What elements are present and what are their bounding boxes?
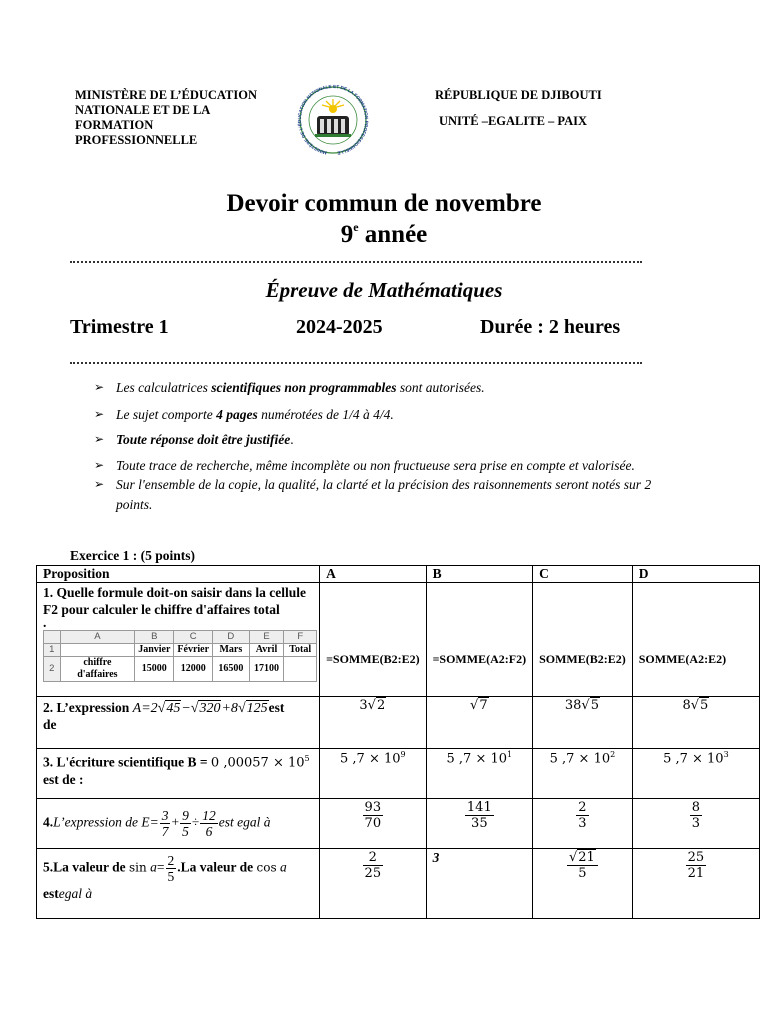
sheet-col-e: E (249, 631, 284, 644)
ministry-line: MINISTÈRE DE L’ÉDUCATION (75, 88, 257, 102)
coefficient: 8 (682, 698, 691, 713)
numerator: 2 (363, 850, 384, 866)
question-4-number: 4. (43, 814, 54, 830)
q1-option-b (426, 583, 533, 697)
exponent: 2 (610, 750, 616, 759)
q1-option-a (320, 583, 427, 697)
exponent: 5 (304, 754, 310, 763)
q2-option-c: 38√5 (533, 697, 633, 749)
radicand: 125 (246, 701, 268, 716)
question-2-label-end: est (268, 700, 285, 715)
grade-word: année (358, 221, 428, 248)
exercise-title: Exercice 1 : (5 points) (70, 548, 195, 563)
header-a: A (320, 566, 427, 583)
fraction (567, 850, 598, 881)
exponent: 9 (400, 750, 406, 759)
numerator: 141 (466, 800, 492, 815)
fraction (180, 808, 191, 839)
radicand: 45 (166, 701, 181, 716)
question-2-line (43, 699, 313, 717)
operator: ÷ (191, 814, 200, 830)
header-c: C (533, 566, 633, 583)
rule-emphasis: Toute réponse doit être justifiée (116, 432, 291, 447)
coefficient: 3 (359, 698, 368, 713)
math-text: − (181, 701, 191, 716)
operator: = (156, 859, 165, 875)
sheet-cell (284, 657, 317, 682)
question-5-line-2 (43, 886, 313, 902)
sheet-cell: Avril (249, 644, 284, 657)
sin-function: sin (129, 860, 147, 875)
republic-name: RÉPUBLIQUE DE DJIBOUTI (435, 88, 602, 102)
denominator: 25 (364, 866, 382, 881)
option-text: SOMME(A2:E2) (638, 651, 727, 666)
exponent: 1 (507, 750, 513, 759)
question-1-dot: . (43, 615, 47, 630)
denominator: 5 (182, 824, 189, 839)
denominator: 3 (691, 816, 701, 831)
rule-item (94, 430, 664, 450)
denominator: 7 (161, 824, 169, 839)
q3-option-a (320, 749, 427, 799)
question-4-text: L’expression de E= (53, 814, 159, 830)
radicand: 21 (578, 850, 595, 865)
ministry-logo (297, 82, 369, 158)
sheet-cell: 15000 (135, 657, 174, 682)
math-text: A=2 (132, 701, 158, 716)
q3-option-d (632, 749, 759, 799)
exam-title: Devoir commun de novembre (226, 190, 542, 217)
cos-function: cos (256, 860, 277, 875)
denominator: 6 (205, 824, 213, 839)
radicand: 7 (479, 698, 488, 713)
radicand: 5 (700, 698, 709, 713)
question-5-label: 5.La valeur de (43, 859, 130, 875)
exponent: 3 (723, 750, 729, 759)
option-text: 3 (432, 850, 440, 865)
radicand: 5 (590, 698, 599, 713)
rule-text: Toute trace de recherche, même incomplète ou non fructueuse sera prise en compte et valorisée. (116, 457, 635, 473)
rule-text: sont autorisées. (396, 380, 485, 395)
q3-option-c (533, 749, 633, 799)
q5-option-c (533, 849, 633, 919)
q4-option-c (533, 799, 633, 849)
question-3 (37, 749, 320, 799)
question-row-1 (37, 583, 760, 697)
denominator: 21 (687, 866, 705, 881)
question-row-2 (37, 697, 760, 749)
denominator: 5 (578, 866, 587, 881)
rule-text: Le sujet comporte (116, 406, 217, 422)
rule-text: . (290, 432, 294, 447)
denominator: 5 (167, 869, 175, 884)
subject-title: Épreuve de Mathématiques (265, 278, 503, 302)
numerator: 93 (364, 800, 382, 815)
grade-number: 9 (340, 221, 354, 248)
expression-a: A=2√45−√320+8√125 (132, 701, 268, 716)
fraction (160, 808, 171, 839)
operator: + (171, 814, 180, 830)
fraction (363, 800, 384, 831)
math-text: +8 (221, 701, 238, 716)
rule-text: Sur l'ensemble de la copie, la qualité, la clarté et la précision des raisonnements seront notés sur 2 points. (116, 477, 652, 512)
exam-rules (94, 378, 664, 514)
trimester: Trimestre 1 (70, 316, 169, 338)
sheet-cell: chiffre d'affaires (60, 657, 135, 682)
mantissa: 5 ,7 × 10 (663, 751, 724, 767)
question-row-5 (37, 849, 760, 919)
sheet-cell: Mars (213, 644, 250, 657)
sheet-cell: Janvier (135, 644, 174, 657)
numerator: 9 (182, 808, 189, 823)
coefficient: 38 (564, 698, 582, 713)
sheet-col-f: F (284, 631, 317, 644)
variable-a: a (280, 859, 287, 875)
numerator: 2 (578, 800, 587, 815)
rule-item (94, 475, 664, 514)
numerator: 3 (161, 808, 169, 823)
numerator: 12 (202, 808, 216, 823)
sheet-col-b: B (135, 631, 174, 644)
fraction (690, 800, 702, 831)
rule-item (94, 456, 664, 476)
question-3-line (43, 750, 313, 772)
question-1 (37, 583, 320, 697)
spreadsheet-snippet (43, 630, 317, 682)
sheet-cell: Total (284, 644, 317, 657)
question-3-label: 3. L'écriture scientifique B = (43, 754, 211, 770)
q5-option-b (426, 849, 533, 919)
question-1-text: 1. Quelle formule doit-on saisir dans la cellule F2 pour calculer le chiffre d'affaires total (43, 585, 306, 617)
q1-option-c (533, 583, 633, 697)
sheet-cell: Février (174, 644, 213, 657)
national-motto: UNITÉ –EGALITE – PAIX (439, 114, 588, 128)
fraction (576, 800, 588, 831)
rule-emphasis: scientifiques non programmables (211, 380, 397, 395)
numerator: √21 (567, 850, 598, 866)
mantissa: 5 ,7 × 10 (446, 751, 508, 767)
q1-option-d (632, 583, 759, 697)
numerator: 8 (691, 800, 701, 815)
question-5-label-3: est (43, 886, 59, 901)
rule-text: numérotées de 1/4 à 4/4. (257, 406, 394, 422)
mantissa: 5 ,7 × 10 (340, 751, 401, 767)
question-4 (37, 799, 320, 849)
question-2-label-de: de (43, 717, 57, 732)
scientific-value: 0 ,00057 × 10 (210, 755, 305, 771)
q4-option-b (426, 799, 533, 849)
option-text: SOMME(B2:E2) (539, 651, 626, 666)
question-2 (37, 697, 320, 749)
arrow-bullet-icon: ➢ (94, 406, 105, 421)
sheet-row-number: 1 (44, 644, 61, 657)
fraction (686, 850, 707, 881)
dotted-separator (70, 362, 642, 364)
variable-a: a (150, 859, 157, 875)
sheet-corner (44, 631, 61, 644)
ministry-name (75, 88, 295, 148)
sheet-cell: 12000 (174, 657, 213, 682)
option-text: =SOMME(B2:E2) (326, 651, 420, 666)
q4-option-d (632, 799, 759, 849)
fraction (465, 800, 494, 831)
arrow-bullet-icon: ➢ (94, 380, 105, 394)
sheet-col-c: C (174, 631, 213, 644)
grade-superscript: e (353, 219, 359, 234)
school-year: 2024-2025 (296, 316, 383, 338)
question-5-label-2: .La valeur de (177, 859, 257, 875)
question-5-label-4: egal à (58, 886, 93, 901)
question-row-4 (37, 799, 760, 849)
sheet-row-2 (44, 657, 317, 682)
numerator: 25 (687, 850, 705, 865)
rule-text: Les calculatrices (116, 380, 212, 395)
sheet-cell: 16500 (213, 657, 250, 682)
fraction (363, 850, 384, 881)
rule-item (94, 405, 664, 425)
ministry-line: FORMATION (75, 118, 154, 132)
header-b: B (426, 566, 533, 583)
arrow-bullet-icon: ➢ (94, 457, 105, 472)
question-4-text: est egal à (218, 814, 271, 830)
question-3-label-2: est de : (43, 771, 84, 787)
q2-option-b: √7 (426, 697, 533, 749)
q2-option-a: 3√2 (320, 697, 427, 749)
option-text: =SOMME(A2:F2) (432, 651, 527, 666)
table-header-row (37, 566, 760, 583)
ministry-line: PROFESSIONNELLE (75, 133, 198, 147)
exam-duration: Durée : 2 heures (480, 316, 621, 338)
fraction (166, 853, 177, 884)
grade-level (0, 221, 768, 249)
numerator: 2 (167, 853, 175, 868)
header-proposition: Proposition (37, 566, 320, 583)
fraction (200, 808, 218, 839)
question-2-label: 2. L’expression (43, 700, 130, 715)
mcq-table (36, 565, 760, 919)
radicand: 2 (376, 698, 386, 713)
sheet-row-number: 2 (44, 657, 61, 682)
q5-option-a (320, 849, 427, 919)
q2-option-d: 8√5 (632, 697, 759, 749)
ministry-line: NATIONALE ET DE LA (75, 103, 211, 117)
arrow-bullet-icon: ➢ (94, 432, 105, 446)
q5-option-d (632, 849, 759, 919)
svg-text:MINISTÈRE DE L'ÉDUCATION NATIO: MINISTÈRE DE L'ÉDUCATION NATIONALE ET DE LA FORMATION PROFESSIONNELLE (297, 83, 369, 156)
question-5 (37, 849, 320, 919)
header-d: D (632, 566, 759, 583)
dotted-separator (70, 261, 642, 263)
sheet-row-1 (44, 644, 317, 657)
denominator: 3 (578, 816, 587, 831)
denominator: 70 (364, 816, 382, 831)
sheet-col-a: A (60, 631, 135, 644)
rule-item (94, 378, 664, 398)
sheet-col-d: D (213, 631, 250, 644)
sheet-cell: 17100 (249, 657, 284, 682)
q3-option-b (426, 749, 533, 799)
question-row-3 (37, 749, 760, 799)
denominator: 35 (471, 816, 488, 831)
radicand: 320 (199, 701, 221, 716)
rule-emphasis: 4 pages (216, 406, 258, 422)
question-5-line (43, 853, 313, 884)
mantissa: 5 ,7 × 10 (549, 751, 611, 767)
sheet-cell (60, 644, 135, 657)
sheet-column-headers (44, 631, 317, 644)
arrow-bullet-icon: ➢ (94, 477, 105, 491)
q4-option-a (320, 799, 427, 849)
